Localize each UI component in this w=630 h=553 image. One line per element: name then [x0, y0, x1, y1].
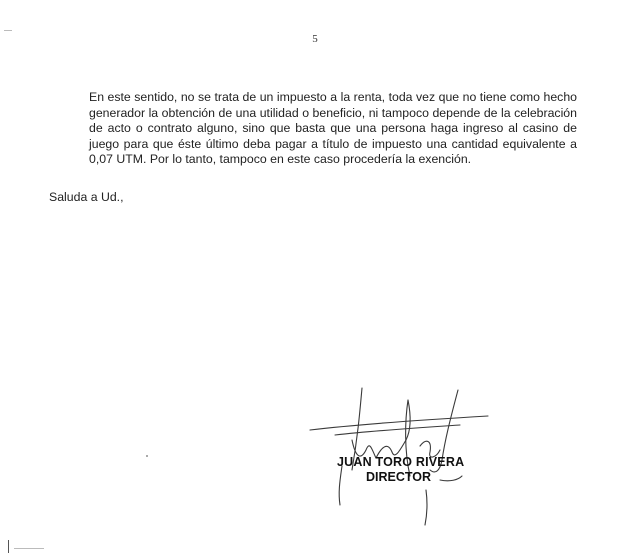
body-paragraph: En este sentido, no se trata de un impuesto a la renta, toda vez que no tiene como hecho generador la obtención de una utilidad o beneficio, ni tampoco depende de la celebración de acto o contrato alguno, sino que basta que una persona haga ingreso al casino de juego para que éste último deba pagar a título de impuesto una cantidad equivalente a 0,07 UTM. Por lo tanto, tampoco en este caso procedería la exención.	[89, 90, 577, 167]
page-number: 5	[312, 33, 318, 45]
scan-mark	[8, 540, 9, 553]
signer-title: DIRECTOR	[366, 470, 432, 484]
scan-mark	[14, 548, 44, 549]
closing-salutation: Saluda a Ud.,	[49, 190, 124, 204]
signer-name: JUAN TORO RIVERA	[337, 455, 465, 469]
scan-speck	[146, 455, 148, 457]
scan-mark	[4, 30, 12, 31]
